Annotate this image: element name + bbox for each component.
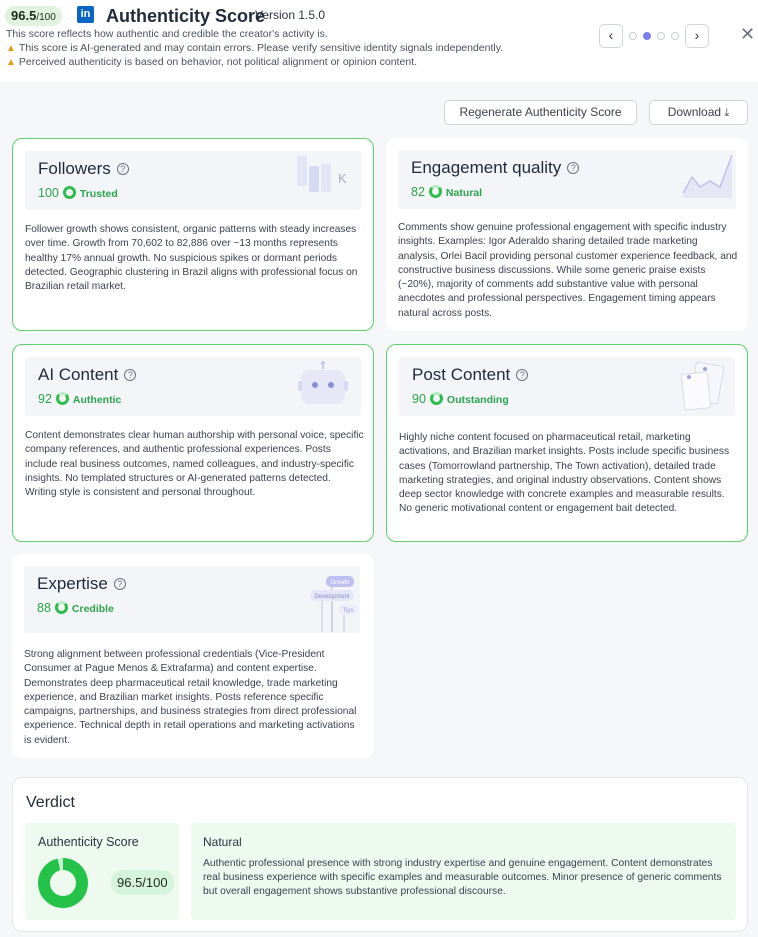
- card-body: Highly niche content focused on pharmaceutical retail, marketing activations, and Brazilian market insights. Posts include specific business cases (Tomorrowland partnership, The Town activation), detailed trade marketing strategies, and original industry observations. Content shows deep sector knowledge with concrete examples and measurable results. No generic motivational content or engagement bait detected.: [399, 432, 730, 515]
- robot-icon: [297, 361, 349, 409]
- help-icon[interactable]: ?: [117, 163, 129, 175]
- score-suffix: /100: [36, 12, 56, 23]
- score-ring-icon: [55, 601, 68, 614]
- expertise-tag-development: Development: [314, 594, 350, 600]
- score-label: Outstanding: [446, 394, 509, 406]
- score-number: 88: [37, 601, 51, 615]
- card-header: [25, 357, 361, 416]
- card-title: [38, 159, 129, 179]
- help-icon[interactable]: ?: [567, 162, 579, 174]
- score-label: Authentic: [72, 394, 122, 406]
- svg-text:K: K: [338, 171, 347, 186]
- ai-content-card: [12, 344, 374, 542]
- card-header: [25, 151, 361, 210]
- card-body: Follower growth shows consistent, organic patterns with steady increases over time. Growth from 70,602 to 82,886 over ~13 months represents healthy 17% annual growth. No suspicious spikes or dormant periods detected. Geographic clustering in Brazil aligns with professional focus on Brazilian retail market.: [25, 224, 358, 293]
- score-pill: [5, 6, 62, 26]
- page-title: Authenticity Score: [106, 6, 266, 26]
- title-text: Engagement quality: [411, 158, 562, 177]
- version-label: Version 1.5.0: [255, 8, 326, 22]
- verdict-result-box: [191, 823, 736, 920]
- score-row: [411, 185, 482, 199]
- score-label: Credible: [71, 603, 114, 615]
- pager-dot[interactable]: [671, 32, 679, 40]
- verdict-score-value: 96.5/100: [111, 870, 174, 895]
- growth-tree-icon: [296, 576, 360, 632]
- expertise-tag-tips: Tips: [342, 608, 354, 614]
- regenerate-button[interactable]: Regenerate Authenticity Score: [444, 100, 637, 125]
- warning-icon: ▲: [6, 43, 16, 54]
- card-title: [412, 365, 528, 385]
- pager-dot[interactable]: [629, 32, 637, 40]
- pager: [599, 24, 711, 48]
- score-label: Natural: [445, 187, 483, 199]
- help-icon[interactable]: ?: [114, 578, 126, 590]
- score-value: 96.5: [11, 8, 37, 23]
- score-label: Trusted: [79, 188, 118, 200]
- card-title: [38, 365, 136, 385]
- score-number: 82: [411, 185, 425, 199]
- verdict-result-text: Authentic professional presence with strong industry expertise and genuine engagement. Content demonstrates real business experience with specific examples and measurable outcomes. Minor presence of generic comments but overall engagement shows substantive professional discourse.: [203, 858, 722, 897]
- verdict-result-title: Natural: [203, 835, 242, 849]
- linkedin-icon: in: [77, 6, 94, 23]
- verdict-panel: [12, 777, 748, 932]
- score-number: 90: [412, 392, 426, 406]
- engagement-chart-icon: [680, 153, 736, 201]
- pager-dot[interactable]: [657, 32, 665, 40]
- warning-text: This score is AI-generated and may contain errors. Please verify sensitive identity signals independently.: [18, 42, 504, 54]
- score-ring-icon: [56, 392, 69, 405]
- score-row: [38, 186, 118, 200]
- pager-dot-active[interactable]: [643, 32, 651, 40]
- card-body: Comments show genuine professional engagement with specific industry insights. Examples: Igor Aderaldo sharing detailed trade marketing analysis, Orlei Bacil providing personal customer experience feedback, and constructive business discussions. While some generic praise exists (~20%), majority of comments add substantive value with personal anecdotes and professional perspectives. Engagement timing appears natural across posts.: [398, 222, 738, 319]
- score-ring-icon: [63, 186, 76, 199]
- prev-button[interactable]: ‹: [599, 24, 623, 48]
- documents-icon: [679, 361, 729, 413]
- followers-card: [12, 138, 374, 331]
- score-donut-chart: [38, 858, 88, 908]
- score-row: [412, 392, 509, 406]
- title-text: Expertise: [37, 574, 108, 593]
- card-body: Strong alignment between professional credentials (Vice-President Consumer at Pague Menos & Extrafarma) and content expertise. Demonstrates deep pharmaceutical retail knowledge, trade marketing experience, and Brazilian market insights. Posts reference specific campaigns, partnerships, and business strategies from direct professional experience. Technical depth in retail operations and marketing activations is evident.: [24, 649, 357, 746]
- card-body: Content demonstrates clear human authorship with personal voice, specific company references, and authentic professional experiences. Posts include real business outcomes, named colleagues, and industry-specific insights. No templated structures or AI-generated patterns detected. Writing style is consistent and personal throughout.: [25, 430, 364, 499]
- card-title: [37, 574, 126, 594]
- expertise-card: [12, 554, 374, 758]
- download-icon: ⤓: [724, 107, 730, 119]
- followers-illustration-icon: [295, 156, 355, 196]
- score-number: 92: [38, 392, 52, 406]
- card-title: [411, 158, 579, 178]
- verdict-score-box: [25, 823, 179, 920]
- download-button[interactable]: [649, 100, 748, 125]
- header-bar: [0, 0, 758, 82]
- verdict-title: Verdict: [26, 794, 75, 811]
- score-ring-icon: [429, 185, 442, 198]
- help-icon[interactable]: ?: [516, 369, 528, 381]
- engagement-card: [386, 138, 748, 331]
- score-row: [38, 392, 121, 406]
- title-text: AI Content: [38, 365, 119, 384]
- post-content-card: [386, 344, 748, 542]
- title-text: Post Content: [412, 365, 511, 384]
- card-header: [24, 566, 360, 633]
- warning-icon: ▲: [6, 57, 16, 68]
- subtitle: This score reflects how authentic and credible the creator's activity is.: [6, 28, 328, 40]
- close-icon[interactable]: ✕: [740, 24, 756, 44]
- score-row: [37, 601, 114, 615]
- title-text: Followers: [38, 159, 111, 178]
- warning-2: [6, 56, 417, 68]
- warning-text: Perceived authenticity is based on behavior, not political alignment or opinion content.: [18, 56, 417, 68]
- card-header: [399, 357, 735, 416]
- score-ring-icon: [430, 392, 443, 405]
- verdict-score-label: Authenticity Score: [38, 835, 139, 849]
- score-number: 100: [38, 186, 59, 200]
- card-header: [398, 150, 736, 209]
- warning-1: [6, 42, 503, 54]
- help-icon[interactable]: ?: [124, 369, 136, 381]
- expertise-tag-growth: Growth: [330, 580, 350, 586]
- download-label: Download: [667, 105, 722, 119]
- next-button[interactable]: ›: [685, 24, 709, 48]
